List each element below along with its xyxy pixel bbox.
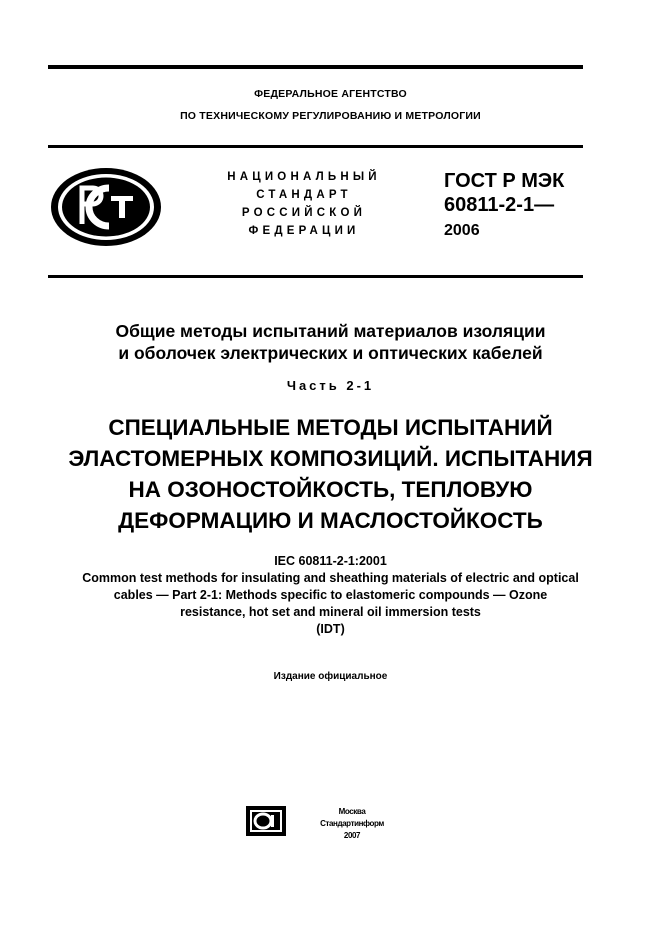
part-title-line: ЭЛАСТОМЕРНЫХ КОМПОЗИЦИЙ. ИСПЫТАНИЯ (68, 446, 593, 471)
iec-title-line: cables — Part 2-1: Methods specific to elastomeric compounds — Ozone (113, 588, 548, 602)
iec-block (0, 553, 661, 638)
header-rule-upper (48, 145, 583, 148)
iec-title-line: Common test methods for insulating and sheathing materials of electric and optical (82, 571, 579, 585)
agency-line-1: ФЕДЕРАЛЬНОЕ АГЕНТСТВО (254, 88, 407, 100)
standard-label-line: ФЕДЕРАЦИИ (248, 225, 360, 237)
agency-line-2: ПО ТЕХНИЧЕСКОМУ РЕГУЛИРОВАНИЮ И МЕТРОЛОГИИ (180, 110, 481, 122)
main-title-line: и оболочек электрических и оптических кабелей (118, 343, 543, 363)
publisher-city: Москва (338, 807, 366, 816)
publisher-year: 2007 (343, 831, 361, 840)
part-title-line: ДЕФОРМАЦИЮ И МАСЛОСТОЙКОСТЬ (118, 508, 543, 533)
part-title (0, 412, 661, 536)
main-title (0, 320, 661, 364)
designation-line-1: ГОСТ Р МЭК (444, 170, 565, 192)
standard-label-line: СТАНДАРТ (256, 189, 352, 201)
main-title-line: Общие методы испытаний материалов изоляции (115, 321, 546, 341)
rst-logo-icon (49, 166, 163, 248)
header-rule-lower (48, 275, 583, 278)
standartinform-logo-icon (246, 806, 286, 836)
part-title-line: СПЕЦИАЛЬНЫЕ МЕТОДЫ ИСПЫТАНИЙ (108, 415, 553, 440)
part-title-line: НА ОЗОНОСТОЙКОСТЬ, ТЕПЛОВУЮ (128, 477, 533, 502)
designation-line-3: 2006 (444, 222, 480, 239)
standard-label (206, 168, 402, 240)
publisher-info (312, 806, 392, 842)
designation-line-2: 60811-2-1— (444, 194, 555, 216)
publisher-name: Стандартинформ (320, 819, 384, 828)
edition-label: Издание официальное (273, 671, 388, 682)
iec-reference: IEC 60811-2-1:2001 (274, 554, 387, 568)
standard-label-line: НАЦИОНАЛЬНЫЙ (227, 171, 381, 183)
standard-label-line: РОССИЙСКОЙ (241, 207, 367, 219)
iec-idt: (IDT) (316, 622, 345, 636)
iec-title-line: resistance, hot set and mineral oil immersion tests (180, 605, 481, 619)
top-rule (48, 65, 583, 69)
part-label: Часть 2-1 (286, 378, 375, 393)
